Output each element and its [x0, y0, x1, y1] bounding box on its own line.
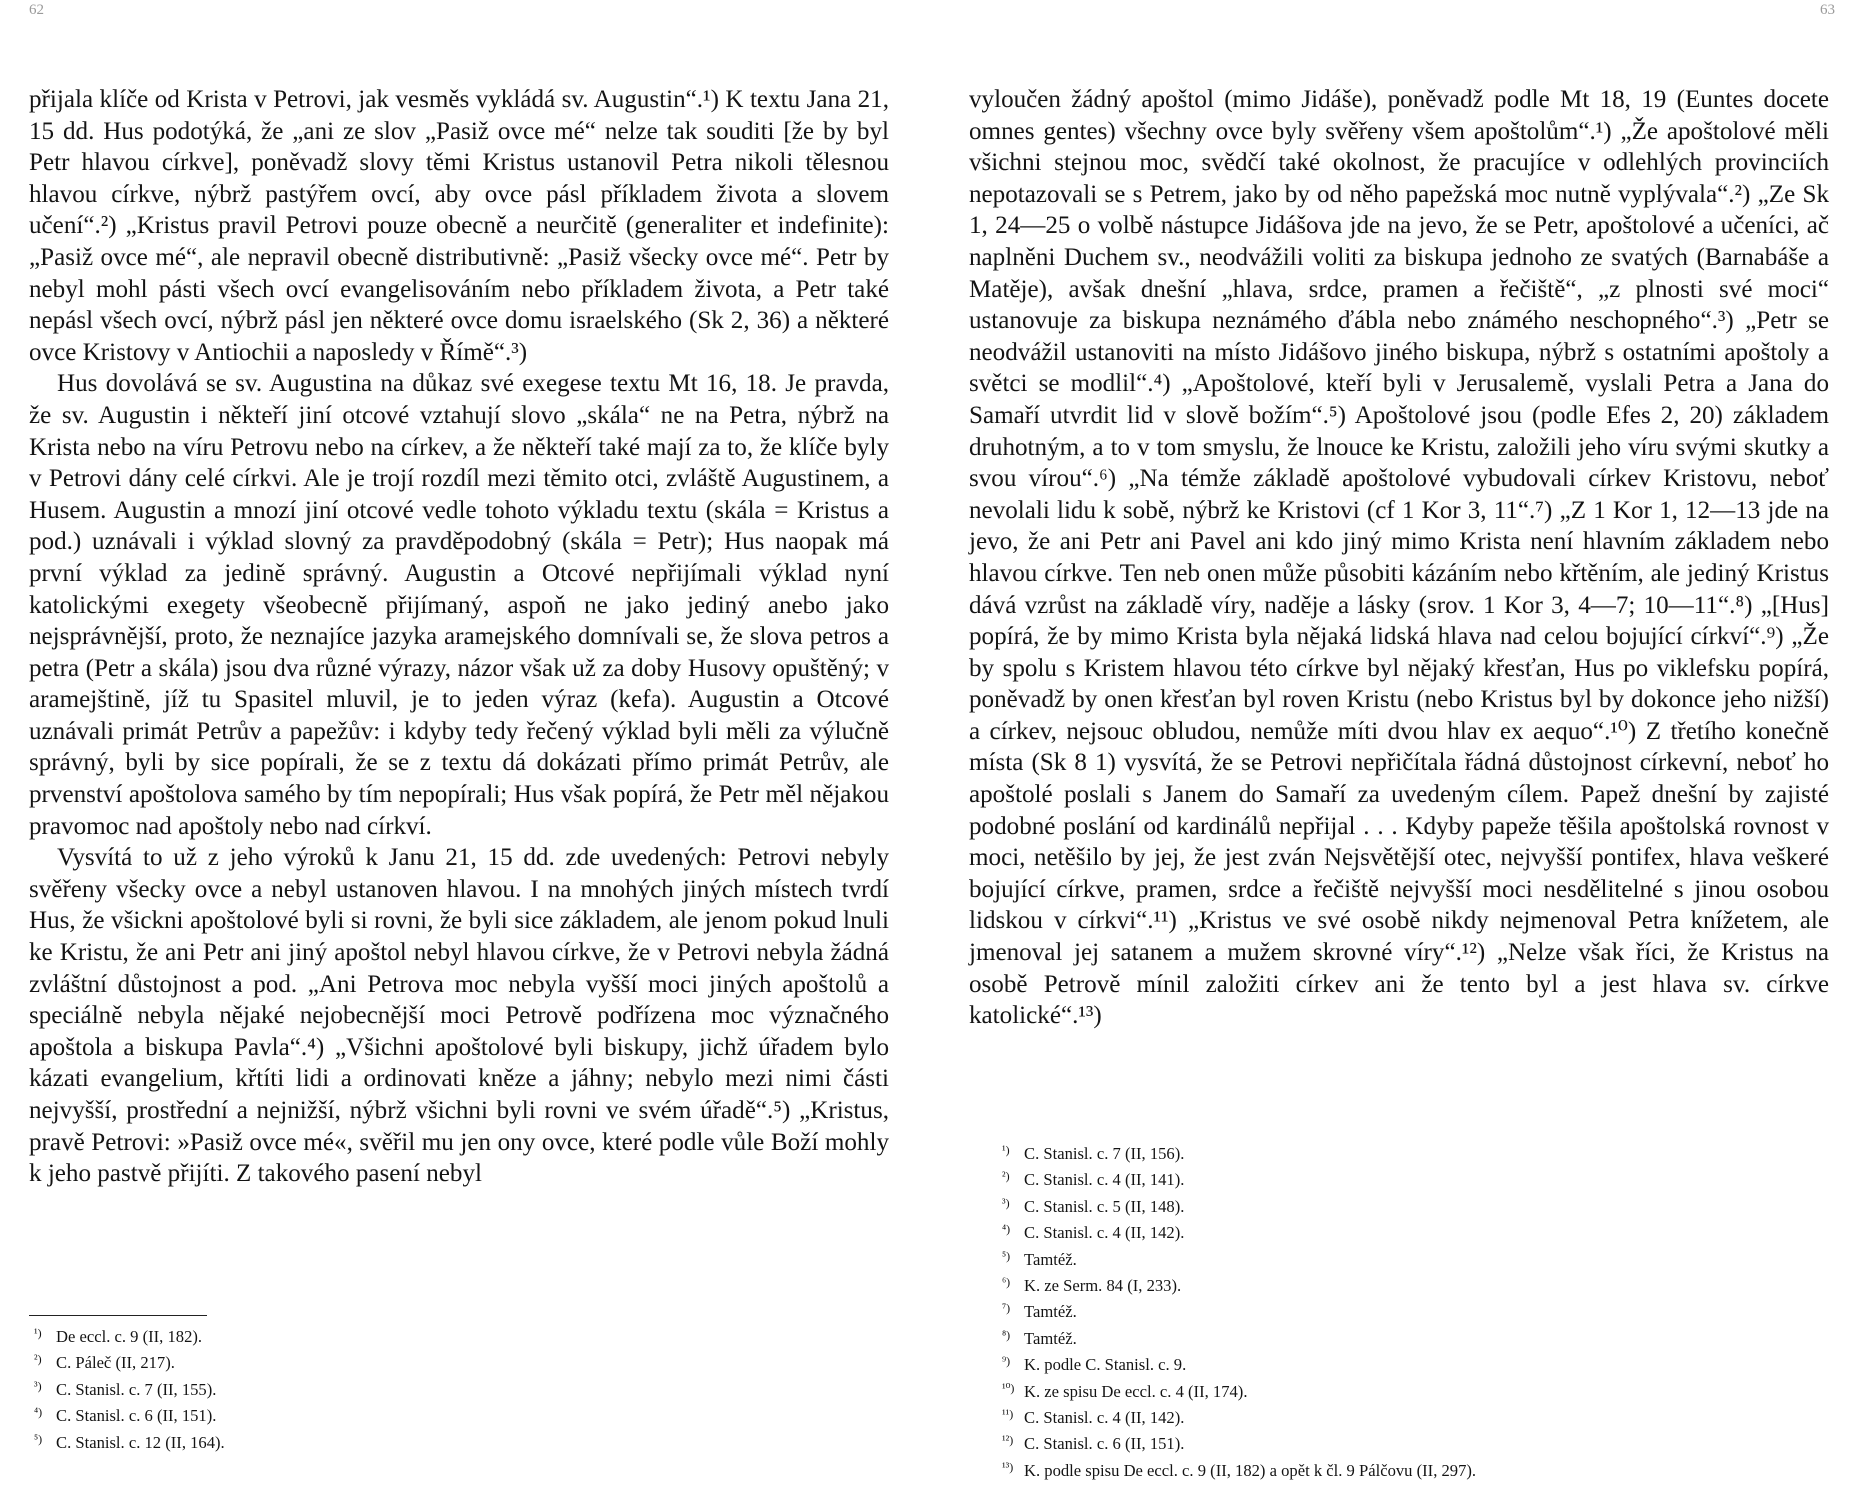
- footnote: [1002, 1324, 1476, 1350]
- footnote-text: C. Stanisl. c. 7 (II, 155).: [56, 1379, 217, 1399]
- footnote-mark: ²): [34, 1352, 42, 1367]
- footnote: [1002, 1245, 1476, 1271]
- footnote-mark: ⁴): [34, 1405, 43, 1420]
- right-footnotes: [1002, 1139, 1476, 1482]
- footnote-mark: ¹³): [1002, 1459, 1014, 1474]
- footnote-text: C. Stanisl. c. 4 (II, 142).: [1024, 1408, 1185, 1428]
- footnote-mark: ¹): [34, 1326, 42, 1340]
- footnote-text: K. ze Serm. 84 (I, 233).: [1024, 1276, 1182, 1296]
- footnote-mark: ³): [1002, 1195, 1010, 1210]
- footnote-text: C. Stanisl. c. 12 (II, 164).: [56, 1432, 225, 1452]
- footnote: [1002, 1429, 1476, 1455]
- footnote: [1002, 1297, 1476, 1323]
- footnote: [1002, 1350, 1476, 1376]
- right-page-body: [969, 84, 1829, 1032]
- left-footnotes: [34, 1322, 225, 1454]
- footnote: [1002, 1139, 1476, 1165]
- footnote-mark: ¹): [1002, 1143, 1010, 1157]
- footnote-mark: ³): [34, 1378, 42, 1393]
- footnote: [1002, 1403, 1476, 1429]
- footnote: [34, 1348, 225, 1374]
- footnote: [1002, 1192, 1476, 1218]
- footnote-rule: [29, 1315, 207, 1316]
- footnote-mark: ⁹): [1002, 1354, 1011, 1369]
- footnote-text: C. Stanisl. c. 6 (II, 151).: [1024, 1434, 1185, 1454]
- footnote-mark: ⁵): [1002, 1248, 1011, 1263]
- footnote: [34, 1322, 225, 1348]
- page-number-left: 62: [29, 2, 44, 18]
- footnote-text: De eccl. c. 9 (II, 182).: [56, 1327, 203, 1346]
- footnote: [1002, 1218, 1476, 1244]
- footnote: [1002, 1456, 1476, 1482]
- footnote-mark: ⁵): [34, 1431, 43, 1446]
- paragraph: Hus dovolává se sv. Augustina na důkaz své exegese textu Mt 16, 18. Je pravda, že sv. Augustin i někteří jiní otcové vztahují slovo „skála“ ne na Petra, nýbrž na Krista nebo na víru Petrovu nebo na církev, a že někteří také mají za to, že klíče byly v Petrovi dány celé církvi. Ale je trojí rozdíl mezi těmito otci, zvláště Augustinem, a Husem. Augustin a mnozí jiní otcové vedle tohoto výkladu textu (skála = Kristus a pod.) uznávali i výklad slovný za pravděpodobný (skála = Petr); Hus naopak má první výklad za jedině správný. Augustin a Otcové nepřijímali výklad nyní katolickými exegety všeobecně přijímaný, aspoň ne jako jediný anebo jako nejsprávnější, proto, že neznajíce jazyka aramejského domnívali se, že slova petros a petra (Petr a skála) jsou dva různé výrazy, názor však už za doby Husovy opuštěný; v aramejštině, jíž tu Spasitel mluvil, je to jeden výraz (kefa). Augustin a Otcové uznávali primát Petrův a papežův: i kdyby tedy řečený výklad byli měli za výlučně správný, byli by sice popírali, že se z textu dá dokázati přímo primát Petrův, ale prvenství apoštolova samého by tím nepopírali; Hus však popírá, že Petr měl nějakou pravomoc nad apoštoly nebo nad církví.: [29, 370, 889, 840]
- footnote-text: Tamtéž.: [1024, 1328, 1077, 1348]
- footnote-mark: ⁶): [1002, 1275, 1011, 1290]
- footnote-text: Tamtéž.: [1024, 1302, 1077, 1322]
- footnote-mark: ¹²): [1002, 1433, 1014, 1448]
- footnote: [1002, 1271, 1476, 1297]
- footnote-text: Tamtéž.: [1024, 1249, 1077, 1269]
- paragraph: Vysvítá to už z jeho výroků k Janu 21, 15 dd. zde uvedených: Petrovi nebyly svěřeny všecky ovce a nebyl ustanoven hlavou. I na mnohých jiných místech tvrdí Hus, že všickni apoštolové byli si rovni, že byli sice základem, ale jenom pokud lnuli ke Kristu, že ani Petr ani jiný apoštol nebyl hlavou církve, že v Petrovi nebyla žádná zvláštní důstojnost a pod. „Ani Petrova moc nebyla vyšší moci jiných apoštolů a speciálně nebyla nějaké nejobecnější moci Petrově podřízena moc význačného apoštola a biskupa Pavla“.⁴) „Všichni apoštolové byli biskupy, jichž úřadem bylo kázati evangelium, křtíti lidi a ordinovati kněze a jáhny; nebylo mezi nimi části nejvyšší, prostřední a nejnižší, nýbrž všichni byli rovni ve svém úřadě“.⁵) „Kristus, pravě Petrovi: »Pasiž ovce mé«, svěřil mu jen ony ovce, které podle vůle Boží mohly k jeho pastvě přijíti. Z takového pasení nebyl: [29, 844, 889, 1188]
- footnote-text: C. Stanisl. c. 4 (II, 142).: [1024, 1223, 1185, 1243]
- footnote-text: C. Stanisl. c. 5 (II, 148).: [1024, 1196, 1185, 1216]
- footnote-text: C. Páleč (II, 217).: [56, 1353, 175, 1373]
- footnote-mark: ⁴): [1002, 1222, 1011, 1237]
- footnote-mark: ⁷): [1002, 1301, 1011, 1316]
- footnote-mark: ⁸): [1002, 1327, 1011, 1342]
- page-number-right: 63: [1820, 2, 1835, 18]
- footnote: [1002, 1377, 1476, 1403]
- footnote: [34, 1401, 225, 1427]
- footnote-text: C. Stanisl. c. 4 (II, 141).: [1024, 1170, 1185, 1190]
- footnote: [34, 1428, 225, 1454]
- left-page-body: [29, 84, 889, 1190]
- footnote: [1002, 1165, 1476, 1191]
- footnote-mark: ¹¹): [1002, 1407, 1014, 1422]
- footnote-text: K. podle C. Stanisl. c. 9.: [1024, 1355, 1187, 1375]
- footnote-mark: ¹⁰): [1002, 1380, 1015, 1395]
- footnote-text: K. podle spisu De eccl. c. 9 (II, 182) a opět k čl. 9 Pálčovu (II, 297).: [1024, 1460, 1477, 1480]
- footnote-text: C. Stanisl. c. 6 (II, 151).: [56, 1406, 217, 1426]
- footnote-text: C. Stanisl. c. 7 (II, 156).: [1024, 1144, 1185, 1163]
- paragraph: přijala klíče od Krista v Petrovi, jak vesměs vykládá sv. Augustin“.¹) K textu Jana 21, 15 dd. Hus podotýká, že „ani ze slov „Pasiž ovce mé“ nelze tak souditi [že by byl Petr hlavou církve], poněvadž slovy těmi Kristus ustanovil Petra nikoli tělesnou hlavou církve, nýbrž pastýřem ovcí, aby ovce pásl příkladem života a slovem učení“.²) „Kristus pravil Petrovi pouze obecně a neurčitě (generaliter et indefinite): „Pasiž ovce mé“, ale nepravil obecně distributivně: „Pasiž všecky ovce mé“. Petr by nebyl mohl pásti všech ovcí evangelisováním nebo příkladem života, a Petr také nepásl všech ovcí, nýbrž pásl jen některé ovce domu israelského (Sk 2, 36) a některé ovce Kristovy v Antiochii a naposledy v Římě“.³): [29, 86, 889, 366]
- footnote-text: K. ze spisu De eccl. c. 4 (II, 174).: [1024, 1381, 1248, 1401]
- footnote-mark: ²): [1002, 1169, 1010, 1184]
- footnote: [34, 1375, 225, 1401]
- paragraph: vyloučen žádný apoštol (mimo Jidáše), poněvadž podle Mt 18, 19 (Euntes docete omnes gentes) všechny ovce byly svěřeny všem apoštolům“.¹) „Že apoštolové měli všichni stejnou moc, svědčí také okolnost, že pracujíce v odlehlých provinciích nepotazovali se s Petrem, jako by od něho papežská moc nutně vyplývala“.²) „Ze Sk 1, 24—25 o volbě nástupce Jidášova jde na jevo, že se Petr, apoštolové a učeníci, ač naplněni Duchem sv., neodvážili voliti za biskupa jednoho ze svatých (Barnabáše a Matěje), avšak dnešní „hlava, srdce, pramen a řečiště“, „z plnosti své moci“ ustanovuje za biskupa neznámého ďábla nebo známého neschopného“.³) „Petr se neodvážil ustanoviti na místo Jidášovo jiného biskupa, nýbrž s ostatními apoštoly a světci se modlil“.⁴) „Apoštolové, kteří byli v Jerusalemě, vyslali Petra a Jana do Samaří utvrdit lid v slově božím“.⁵) Apoštolové jsou (podle Efes 2, 20) základem druhotným, a to v tom smyslu, že lnouce ke Kristu, založili jeho víru svými skutky a svou vírou“.⁶) „Na témže základě apoštolové vybudovali církev Kristovu, neboť nevolali lidu k sobě, nýbrž ke Kristovi (cf 1 Kor 3, 11“.⁷) „Z 1 Kor 1, 12—13 jde na jevo, že ani Petr ani Pavel ani kdo jiný mimo Krista není hlavním základem nebo hlavou církve. Ten neb onen může působiti kázáním nebo křtěním, ale jediný Kristus dává vzrůst na základě víry, naděje a lásky (srov. 1 Kor 3, 4—7; 10—11“.⁸) „[Hus] popírá, že by mimo Krista byla nějaká lidská hlava nad celou bojující církví“.⁹) „Že by spolu s Kristem hlavou této církve byl nějaký křesťan, Hus po viklefsku popírá, poněvadž by onen křesťan byl roven Kristu (nebo Kristus byl by dokonce jeho nižší) a církev, nejsouc obludou, nemůže míti dvou hlav ex aequo“.¹⁰) Z třetího konečně místa (Sk 8 1) vysvítá, že se Petrovi nepřičítala řádná důstojnost církevní, neboť ho apoštolé poslali s Janem do Samaří za uvedeným cílem. Papež dnešní by zajisté podobné poslání od kardinálů nepřijal . . . Kdyby papeže těšila apoštolská rovnost v moci, netěšilo by jej, že jest zván Nejsvětější otec, nejvyšší pontifex, hlava veškeré bojující církve, pramen, srdce a řečiště nejvyšší moci nesdělitelné s jinou osobou lidskou v církvi“.¹¹) „Kristus ve své osobě nikdy nejmenoval Petra knížetem, ale jmenoval jej satanem a mužem skrovné víry“.¹²) „Nelze však říci, že Kristus na osobě Petrově mínil založiti církev ani že tento byl a jest hlava sv. církve katolické“.¹³): [969, 86, 1829, 1030]
